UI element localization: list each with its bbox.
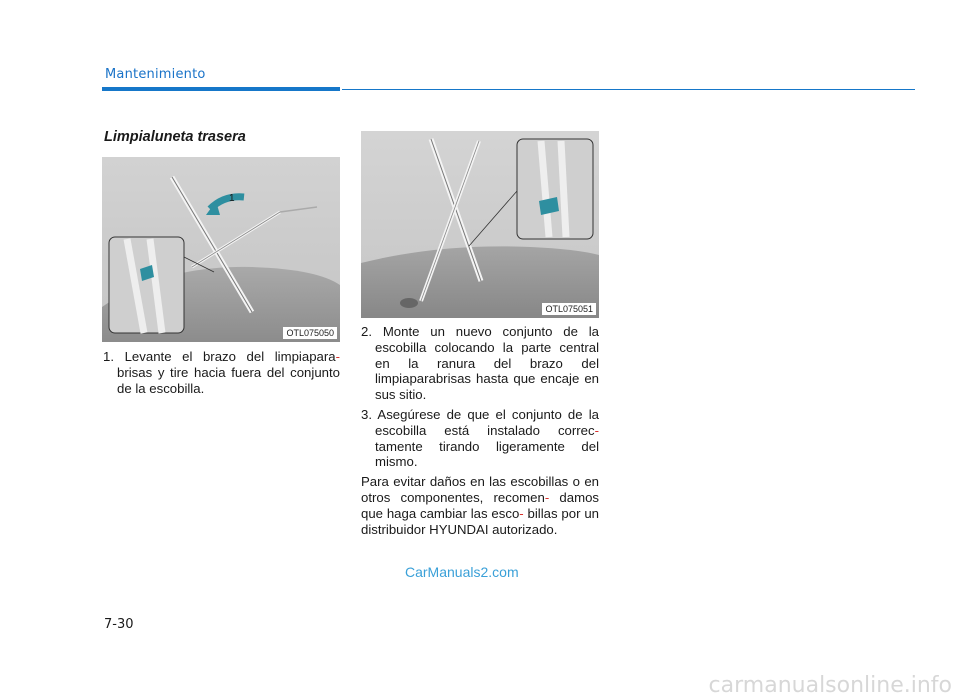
figure-1-illustration [102, 157, 340, 342]
figure-1-callout: 1 [229, 193, 235, 204]
page-number: 7-30 [104, 617, 134, 632]
step-3-part-b: tamente tirando ligeramente del mismo. [375, 438, 599, 470]
step-3 [361, 407, 599, 470]
section-title: Mantenimiento [105, 67, 206, 82]
step-2: 2. Monte un nuevo conjunto de la escobilla colocando la parte central en la ranura del brazo del limpiaparabrisas hasta que encaje en sus sitio. [361, 324, 599, 403]
header-rule-thick [102, 87, 340, 91]
hyphen: - [544, 489, 550, 505]
note-part-c: billas por un distribuidor HYUNDAI autorizado. [361, 505, 599, 537]
note-part-a: Para evitar daños en las escobillas o en otros componentes, recomen [361, 474, 599, 505]
figure-1-code: OTL075050 [283, 327, 337, 339]
figure-2-illustration [361, 131, 599, 318]
hyphen: - [335, 349, 340, 364]
note-part-b: damos que haga cambiar las esco [361, 489, 600, 521]
header-rule-thin [342, 89, 915, 91]
subtitle: Limpialuneta trasera [104, 129, 246, 145]
note-paragraph [361, 474, 599, 537]
hyphen: - [519, 505, 524, 521]
column-2-text [361, 324, 599, 537]
step-1 [103, 349, 340, 396]
figure-1 [102, 157, 340, 342]
column-1-text [103, 349, 340, 400]
footer-site-watermark: carmanualsonline.info [708, 673, 952, 698]
watermark-link[interactable]: CarManuals2.com [405, 564, 519, 580]
step-1-part-b: brisas y tire hacia fuera del conjunto de la escobilla. [117, 364, 340, 396]
step-1-part-a: 1. Levante el brazo del limpiapara [103, 349, 336, 364]
hyphen: - [594, 422, 599, 438]
figure-2 [361, 131, 599, 318]
figure-2-code: OTL075051 [542, 303, 596, 315]
step-3-part-a: 3. Asegúrese de que el conjunto de la escobilla está instalado correc [361, 406, 599, 438]
